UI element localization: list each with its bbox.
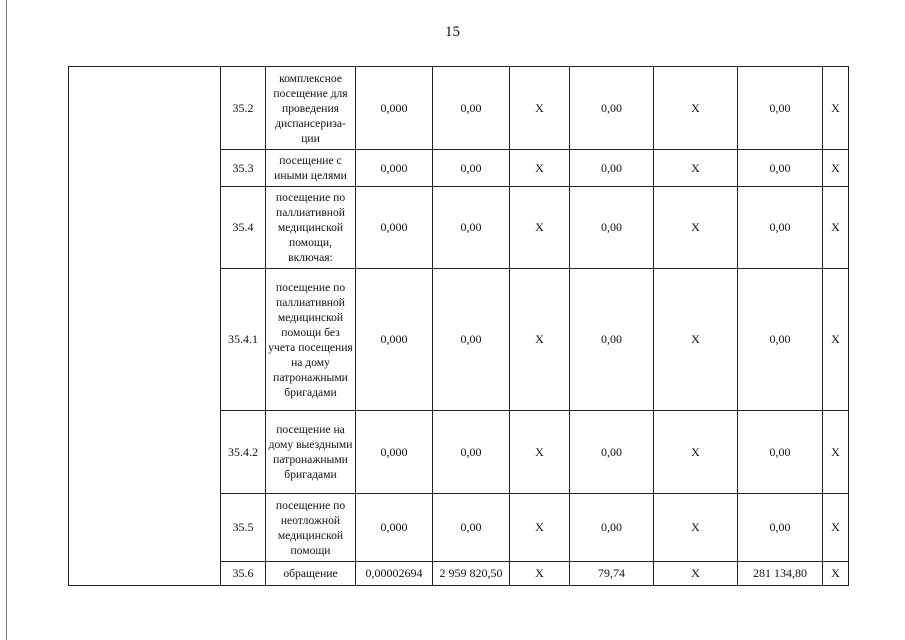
cell-c7: Х <box>823 411 849 494</box>
cell-c7: Х <box>823 187 849 269</box>
cell-c7: Х <box>823 494 849 562</box>
cell-c5: Х <box>654 562 738 586</box>
cell-c3: Х <box>510 67 570 150</box>
row-name: посещение по неотложной медицинской помощи <box>266 494 356 562</box>
row-code: 35.6 <box>221 562 266 586</box>
row-code: 35.3 <box>221 150 266 187</box>
cell-c4: 0,00 <box>570 67 654 150</box>
cell-c4: 0,00 <box>570 494 654 562</box>
cell-c6: 0,00 <box>738 67 823 150</box>
cell-c6: 0,00 <box>738 411 823 494</box>
row-name: комплексное посещение для проведения диспансериза-ции <box>266 67 356 150</box>
cell-c6: 281 134,80 <box>738 562 823 586</box>
cell-c3: Х <box>510 269 570 411</box>
cell-c7: Х <box>823 269 849 411</box>
cell-c2: 0,00 <box>433 187 510 269</box>
cell-c6: 0,00 <box>738 269 823 411</box>
cell-c2: 0,00 <box>433 494 510 562</box>
cell-c1: 0,000 <box>356 411 433 494</box>
row-name: посещение по паллиативной медицинской помощи без учета посещения на дому патронажными бригадами <box>266 269 356 411</box>
cell-c2: 0,00 <box>433 269 510 411</box>
cell-c1: 0,000 <box>356 187 433 269</box>
cell-c4: 0,00 <box>570 269 654 411</box>
row-name: обращение <box>266 562 356 586</box>
cell-c6: 0,00 <box>738 494 823 562</box>
table-row <box>69 67 849 150</box>
cell-c5: Х <box>654 187 738 269</box>
cell-c3: Х <box>510 187 570 269</box>
data-table <box>68 66 849 586</box>
row-code: 35.4.2 <box>221 411 266 494</box>
cell-c6: 0,00 <box>738 187 823 269</box>
row-name: посещение по паллиативной медицинской помощи, включая: <box>266 187 356 269</box>
cell-c3: Х <box>510 494 570 562</box>
cell-c4: 0,00 <box>570 150 654 187</box>
cell-c5: Х <box>654 150 738 187</box>
cell-c5: Х <box>654 67 738 150</box>
row-name: посещение с иными целями <box>266 150 356 187</box>
cell-c4: 0,00 <box>570 411 654 494</box>
cell-c4: 0,00 <box>570 187 654 269</box>
cell-c6: 0,00 <box>738 150 823 187</box>
page-number: 15 <box>445 24 460 40</box>
cell-c2: 0,00 <box>433 411 510 494</box>
cell-c5: Х <box>654 411 738 494</box>
merged-empty-cell <box>69 67 221 586</box>
cell-c3: Х <box>510 411 570 494</box>
cell-c2: 0,00 <box>433 67 510 150</box>
cell-c1: 0,000 <box>356 494 433 562</box>
cell-c3: Х <box>510 562 570 586</box>
cell-c4: 79,74 <box>570 562 654 586</box>
cell-c1: 0,000 <box>356 67 433 150</box>
cell-c5: Х <box>654 494 738 562</box>
cell-c7: Х <box>823 67 849 150</box>
cell-c7: Х <box>823 562 849 586</box>
cell-c7: Х <box>823 150 849 187</box>
cell-c2: 2 959 820,50 <box>433 562 510 586</box>
cell-c1: 0,000 <box>356 150 433 187</box>
cell-c3: Х <box>510 150 570 187</box>
row-code: 35.4.1 <box>221 269 266 411</box>
cell-c2: 0,00 <box>433 150 510 187</box>
cell-c5: Х <box>654 269 738 411</box>
row-name: посещение на дому выездными патронажными бригадами <box>266 411 356 494</box>
page-left-edge-line <box>6 0 7 640</box>
cell-c1: 0,000 <box>356 269 433 411</box>
row-code: 35.5 <box>221 494 266 562</box>
row-code: 35.2 <box>221 67 266 150</box>
row-code: 35.4 <box>221 187 266 269</box>
cell-c1: 0,00002694 <box>356 562 433 586</box>
